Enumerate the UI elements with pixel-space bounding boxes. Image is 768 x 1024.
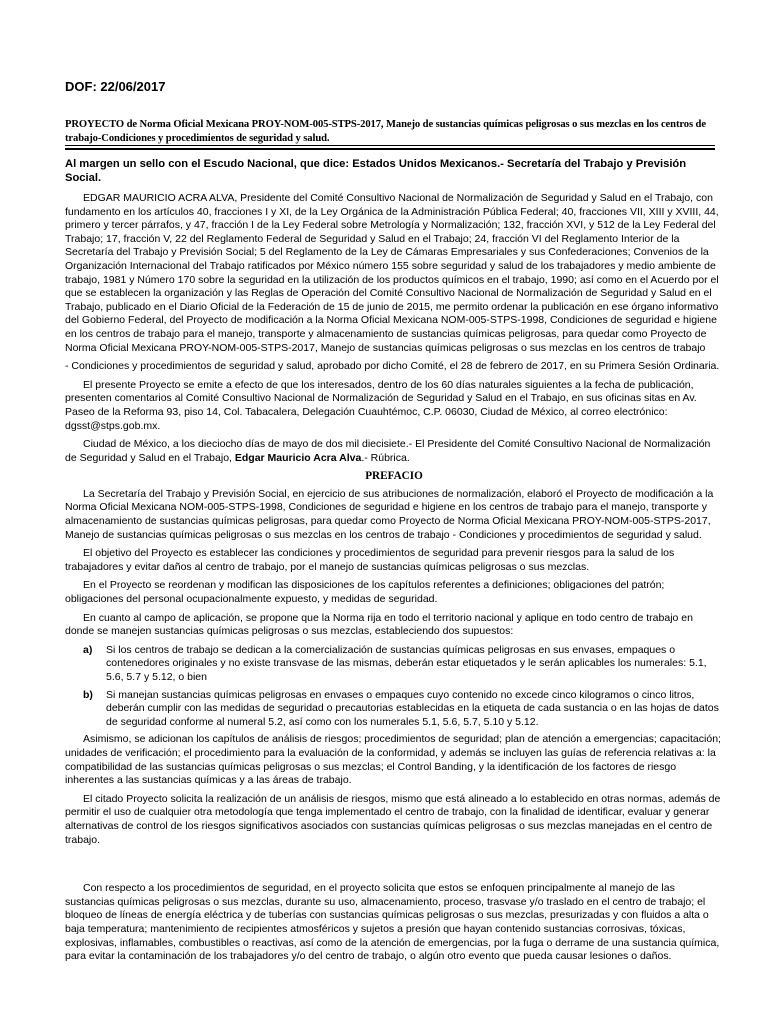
paragraph-safety-procedures: Con respecto a los procedimientos de seguridad, en el proyecto solicita que estos se enfoquen principalmente al manejo de las sustancias químicas peligrosas o sus mezclas, durante su uso, almacenamiento, proceso, trasvase y/o traslado en el centro de trabajo; el bloqueo de líneas de energía eléctrica y de tuberías con sustancias químicas peligrosas o sus mezclas, presurizadas y con fluidos a alta o baja temperatura; mantenimiento de recipientes atmosféricos y sujetos a presión que hayan contenido sustancias corrosivas, tóxicas, explosivas, inflamables, combustibles o reactivas, así como de la atención de emergencias, por la fuga o derrame de una sustancia química, para evitar la contaminación de los trabajadores y/o del centro de trabajo, o algún otro evento que pueda causar lesiones o daños.	[65, 882, 720, 963]
title-divider-thin	[65, 145, 715, 146]
section-gap	[65, 852, 723, 882]
paragraph-signature	[65, 438, 723, 465]
paragraph-authority-cont: - Condiciones y procedimientos de seguridad y salud, aprobado por dicho Comité, el 28 de febrero de 2017, en su Primera Sesión Ordinaria.	[65, 360, 720, 373]
list-item-text: Si los centros de trabajo se dedican a la comercialización de sustancias químicas peligrosas en sus envases, empaques o contenedores originales y no existe transvase de las mismas, deberán estar etiquetados y le serán aplicables los numerales: 5.1, 5.6, 5.7 y 5.12, o bien	[106, 643, 707, 683]
paragraph-comments: El presente Proyecto se emite a efecto de que los interesados, dentro de los 60 días naturales siguientes a la fecha de publicación, presenten comentarios al Comité Consultivo Nacional de Normalización de Seguridad y Salud en el Trabajo, en sus oficinas sitas en Av. Paseo de la Reforma 93, piso 14, Col. Tabacalera, Delegación Cuauhtémoc, C.P. 06030, Ciudad de México, al correo electrónico: dgsst@stps.gob.mx.	[65, 378, 697, 432]
signatory-name: Edgar Mauricio Acra Alva	[234, 451, 362, 464]
list-item-letter: a)	[83, 643, 93, 656]
margin-note: Al margen un sello con el Escudo Nacional, que dice: Estados Unidos Mexicanos.- Secretaría del Trabajo y Previsión Social.	[65, 158, 687, 184]
list-item-letter: b)	[83, 688, 93, 701]
list-item-text: Si manejan sustancias químicas peligrosas en envases o empaques cuyo contenido no excede cinco kilogramos o cinco litros, deberán cumplir con las medidas de seguridad o precautorias establecidas en la etiqueta de cada sustancia o en las hojas de datos de seguridad conforme al numeral 5.2, así como con los numerales 5.1, 5.6, 5.7, 5.10 y 5.12.	[106, 688, 719, 728]
signature-intro: Ciudad de México, a los dieciocho días de mayo de dos mil diecisiete.- El Presidente del Comité Consultivo Nacional de Normalización de Seguridad y Salud en el Trabajo,	[65, 438, 711, 464]
paragraph-risk-analysis: El citado Proyecto solicita la realización de un análisis de riesgos, mismo que está alineado a lo establecido en otras normas, además de permitir el uso de cualquier otra metodología que tenga implementado el centro de trabajo, con la finalidad de identificar, evaluar y generar alternativas de control de los riesgos significativos asociados con sustancias químicas peligrosas o sus mezclas manejadas en el centro de trabajo.	[65, 792, 721, 846]
paragraph-scope: En cuanto al campo de aplicación, se propone que la Norma rija en todo el territorio nacional y aplique en todo centro de trabajo en donde se manejen sustancias químicas peligrosas o sus mezclas, estableciendo dos supuestos:	[65, 611, 693, 638]
document-title: PROYECTO de Norma Oficial Mexicana PROY-NOM-005-STPS-2017, Manejo de sustancias químicas peligrosas o sus mezclas en los centros de trabajo-Condiciones y procedimientos de seguridad y salud.	[65, 119, 706, 144]
dof-date: DOF: 22/06/2017	[65, 79, 166, 94]
signature-outro: .- Rúbrica.	[361, 451, 410, 464]
title-divider-thick	[65, 148, 715, 150]
document-body	[65, 192, 723, 969]
paragraph-reorganization: En el Proyecto se reordenan y modifican las disposiciones de los capítulos referentes a definiciones; obligaciones del patrón; obligaciones del personal ocupacionalmente expuesto, y medidas de seguridad.	[65, 579, 665, 606]
list-item	[65, 689, 723, 730]
paragraph-objective: El objetivo del Proyecto es establecer las condiciones y procedimientos de seguridad para prevenir riesgos para la salud de los trabajadores y evitar daños al centro de trabajo, por el manejo de sustancias químicas peligrosas o sus mezclas.	[65, 547, 675, 573]
paragraph-additions: Asimismo, se adicionan los capítulos de análisis de riesgos; procedimientos de seguridad; plan de atención a emergencias; capacitación; unidades de verificación; el procedimiento para la evaluación de la conformidad, y además se incluyen las guías de referencia relativas a: la compatibilidad de las sustancias químicas peligrosas o sus mezclas; el Control Banding, y la identificación de los factores de riesgo inherentes a las sustancias químicas y a las áreas de trabajo.	[65, 733, 721, 787]
paragraph-authority: EDGAR MAURICIO ACRA ALVA, Presidente del Comité Consultivo Nacional de Normalización de Seguridad y Salud en el Trabajo, con fundamento en los artículos 40, fracciones I y XI, de la Ley Orgánica de la Administración Pública Federal; 40, fracciones VII, XIII y XVIII, 44, primero y tercer párrafos, y 47, fracción I de la Ley Federal sobre Metrología y Normalización; 132, fracción XVI, y 512 de la Ley Federal del Trabajo; 17, fracción V, 22 del Reglamento Federal de Seguridad y Salud en el Trabajo; 24, fracción VI del Reglamento Interior de la Secretaría del Trabajo y Previsión Social; 5 del Reglamento de la Ley de Cámaras Empresariales y sus Confederaciones; Convenios de la Organización Internacional del Trabajo ratificados por México número 155 sobre seguridad y salud de los trabajadores y medio ambiente de trabajo, 1981 y Número 170 sobre la seguridad en la utilización de los productos químicos en el trabajo, 1990; así como en el Acuerdo por el que se establecen la organización y las Reglas de Operación del Comité Consultivo Nacional de Normalización de Seguridad y Salud en el Trabajo, publicado en el Diario Oficial de la Federación de 15 de junio de 2015, me permito ordenar la publicación en ese órgano informativo del Gobierno Federal, del Proyecto de modificación a la Norma Oficial Mexicana NOM-005-STPS-1998, Condiciones de seguridad e higiene en los centros de trabajo para el manejo, transporte y almacenamiento de sustancias químicas peligrosas, para quedar como Proyecto de Norma Oficial Mexicana PROY-NOM-005-STPS-2017, Manejo de sustancias químicas peligrosas o sus mezclas en los centros de trabajo	[65, 192, 719, 354]
prefacio-heading: PREFACIO	[365, 470, 423, 483]
list-item	[65, 644, 723, 685]
paragraph-prefacio-1: La Secretaría del Trabajo y Previsión Social, en ejercicio de sus atribuciones de normalización, elaboró el Proyecto de modificación a la Norma Oficial Mexicana NOM-005-STPS-1998, Condiciones de seguridad e higiene en los centros de trabajo para el manejo, transporte y almacenamiento de sustancias químicas peligrosas, para quedar como Proyecto de Norma Oficial Mexicana PROY-NOM-005-STPS-2017, Manejo de sustancias químicas peligrosas o sus mezclas en los centros de trabajo - Condiciones y procedimientos de seguridad y salud.	[65, 487, 714, 541]
